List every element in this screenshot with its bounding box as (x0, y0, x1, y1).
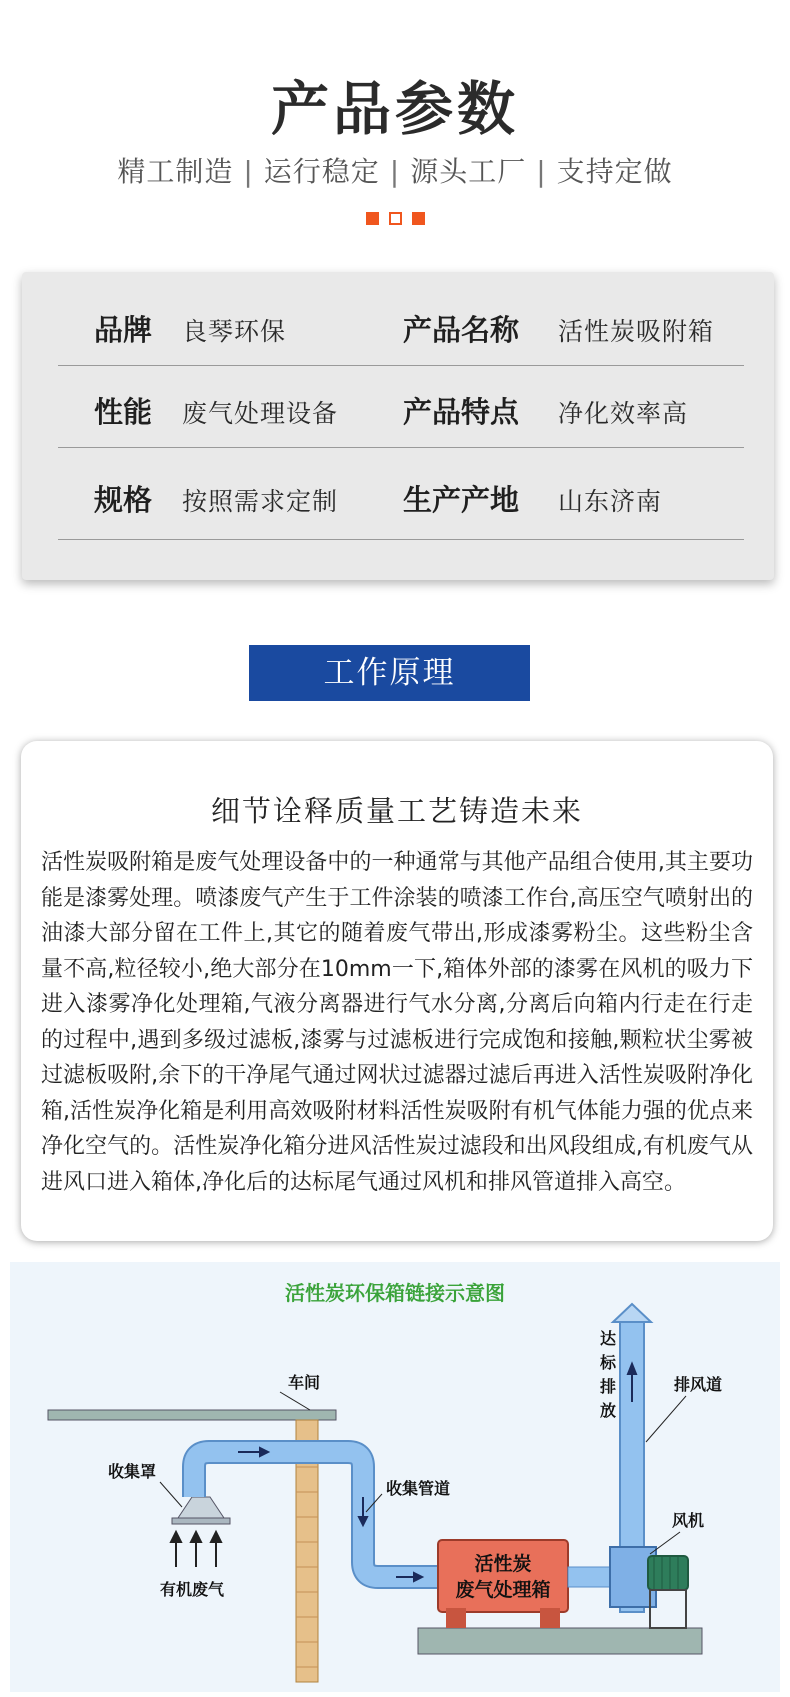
decorative-dots (0, 212, 790, 225)
dot-hollow (389, 212, 402, 225)
subtitle-part: 精工制造 (117, 155, 234, 188)
ground-slab (418, 1628, 702, 1654)
spec-label-product-name: 产品名称 (403, 313, 520, 347)
diagram-title: 活性炭环保箱链接示意图 (285, 1281, 505, 1305)
subtitle-separator: | (243, 155, 254, 188)
label-organic-gas: 有机废气 (160, 1580, 225, 1599)
hood-rim (172, 1518, 230, 1524)
label-compliant-1: 达 (600, 1329, 617, 1348)
page-title: 产品参数 (270, 75, 519, 143)
label-compliant-2: 标 (600, 1353, 617, 1372)
label-box-line2: 废气处理箱 (455, 1579, 551, 1601)
subtitle-part: 源头工厂 (410, 155, 527, 188)
label-exhaust-duct: 排风道 (674, 1375, 723, 1394)
spec-label-feature: 产品特点 (403, 395, 520, 429)
subtitle (0, 150, 790, 190)
spec-label-performance: 性能 (94, 395, 153, 429)
label-box-line1: 活性炭 (474, 1553, 532, 1575)
spec-label-brand: 品牌 (94, 313, 153, 347)
diagram-svg (10, 1262, 780, 1692)
workshop-roof (48, 1410, 336, 1420)
label-workshop: 车间 (288, 1373, 321, 1392)
spec-value-performance: 废气处理设备 (182, 399, 339, 428)
spec-value-brand: 良琴环保 (182, 317, 287, 346)
connection-diagram (10, 1262, 780, 1692)
section-banner: 工作原理 (249, 645, 530, 701)
subtitle-part: 运行稳定 (263, 155, 380, 188)
box-leg (446, 1608, 466, 1628)
carbon-box (438, 1540, 568, 1612)
label-fan: 风机 (672, 1511, 705, 1530)
spec-label-origin: 生产产地 (403, 483, 520, 517)
spec-panel (22, 272, 774, 580)
spec-label-size: 规格 (94, 483, 153, 517)
label-pipe: 收集管道 (386, 1479, 451, 1498)
principle-card (21, 741, 773, 1241)
card-title: 细节诠释质量工艺铸造未来 (210, 794, 583, 828)
spec-value-product-name: 活性炭吸附箱 (558, 317, 715, 346)
dot-filled (412, 212, 425, 225)
spec-value-origin: 山东济南 (558, 487, 663, 516)
spec-value-feature: 净化效率高 (558, 399, 689, 428)
card-body: 活性炭吸附箱是废气处理设备中的一种通常与其他产品组合使用,其主要功能是漆雾处理。喷漆废气产生于工件涂装的喷漆工作台,高压空气喷射出的油漆大部分留在工件上,其它的随着废气带出,形成漆雾粉尘。这些粉尘含量不高,粒径较小,绝大部分在10mm一下,箱体外部的漆雾在风机的吸力下进入漆雾净化处理箱,气液分离器进行气水分离,分离后向箱内行走在行走的过程中,遇到多级过滤板,漆雾与过滤板进行完成饱和接触,颗粒状尘雾被过滤板吸附,余下的干净尾气通过网状过滤器过滤后再进入活性炭吸附净化箱,活性炭净化箱是利用高效吸附材料活性炭吸附有机气体能力强的优点来净化空气的。活性炭净化箱分进风活性炭过滤段和出风段组成,有机废气从进风口进入箱体,净化后的达标尾气通过风机和排风管道排入高空。 (41, 850, 753, 1195)
spec-row (58, 456, 744, 540)
box-leg (540, 1608, 560, 1628)
subtitle-separator: | (389, 155, 401, 188)
subtitle-separator: | (536, 155, 547, 188)
spec-row (58, 368, 744, 448)
spec-value-size: 按照需求定制 (182, 487, 339, 516)
subtitle-part: 支持定做 (556, 155, 673, 188)
label-hood: 收集罩 (108, 1462, 157, 1481)
label-compliant-3: 排 (600, 1377, 617, 1396)
spec-row (58, 286, 744, 366)
dot-filled (366, 212, 379, 225)
label-compliant-4: 放 (600, 1401, 617, 1420)
